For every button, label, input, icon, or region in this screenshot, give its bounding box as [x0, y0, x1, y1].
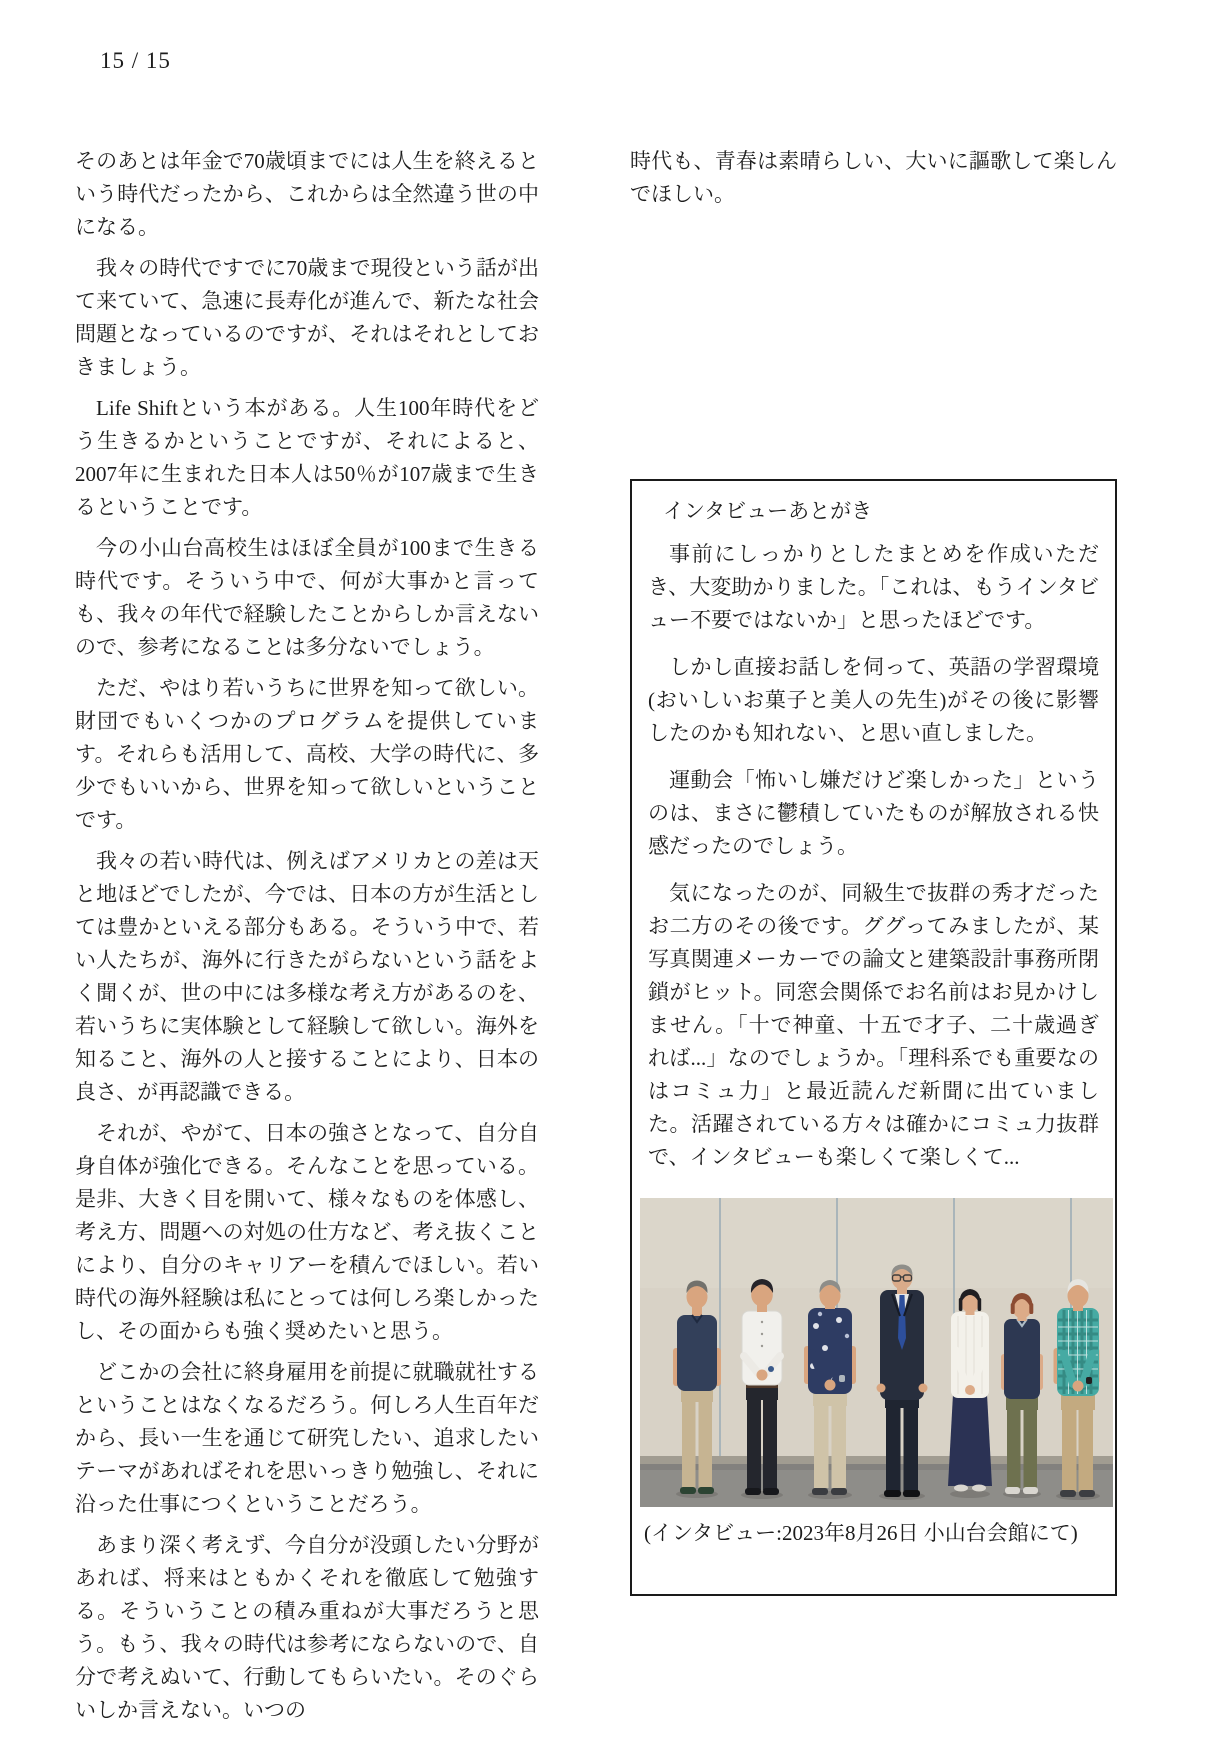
right-column	[630, 145, 1117, 219]
paragraph: 今の小山台高校生はほぼ全員が100まで生きる時代です。そういう中で、何が大事かと言っても、我々の年代で経験したことからしか言えないので、参考になることは多分ないでしょう。	[75, 536, 539, 659]
afterword-paragraph: 事前にしっかりとしたまとめを作成いただき、大変助かりました。「これは、もうインタビュー不要ではないか」と思ったほどです。	[648, 542, 1099, 632]
paragraph: それが、やがて、日本の強さとなって、自分自身自体が強化できる。そんなことを思っている。是非、大きく目を開いて、様々なものを体感し、考え方、問題への対処の仕方など、考え抜くことにより、自分のキャリアーを積んでほしい。若い時代の海外経験は私にとっては何しろ楽しかったし、その面からも強く奨めたいと思う。	[75, 1121, 539, 1343]
afterword-box	[630, 479, 1117, 1596]
paragraph: 我々の若い時代は、例えばアメリカとの差は天と地ほどでしたが、今では、日本の方が生活としては豊かといえる部分もある。そういう中で、若い人たちが、海外に行きたがらないという話をよく聞くが、世の中には多様な考え方があるのを、若いうちに実体験として経験して欲しい。海外を知ること、海外の人と接することにより、日本の良さ、が再認識できる。	[75, 849, 539, 1104]
paragraph: どこかの会社に終身雇用を前提に就職就社するということはなくなるだろう。何しろ人生百年だから、長い一生を通じて研究したい、追求したいテーマがあればそれを思いっきり勉強し、それに沿った仕事につくということだろう。	[75, 1360, 539, 1516]
page-number: 15 / 15	[100, 48, 171, 73]
person-5-white-blouse-woman	[948, 1289, 992, 1498]
paragraph: 我々の時代ですでに70歳まで現役という話が出て来ていて、急速に長寿化が進んで、新たな社会問題となっているのですが、それはそれとしておきましょう。	[75, 256, 539, 379]
paragraph: 時代も、青春は素晴らしい、大いに謳歌して楽しんでほしい。	[630, 149, 1117, 206]
afterword-paragraph: 気になったのが、同級生で抜群の秀才だったお二方のその後です。ググってみましたが、某写真関連メーカーでの論文と建築設計事務所閉鎖がヒット。同窓会関係でお名前はお見かけしません。「十で神童、十五で才子、二十歳過ぎれば...」なのでしょうか。「理科系でも重要なのはコミュ力」と最近読んだ新聞に出ていました。活躍されている方々は確かにコミュ力抜群で、インタビューも楽しくて楽しくて...	[648, 881, 1099, 1169]
paragraph: そのあとは年金で70歳頃までには人生を終えるという時代だったから、これからは全然違う世の中になる。	[75, 149, 539, 239]
afterword-title: インタビューあとがき	[663, 499, 873, 523]
group-photo	[640, 1198, 1113, 1507]
paragraph: あまり深く考えず、今自分が没頭したい分野があれば、将来はともかくそれを徹底して勉強する。そういうことの積み重ねが大事だろうと思う。もう、我々の時代は参考にならないので、自分で考えぬいて、行動してもらいたい。そのぐらいしか言えない。いつの	[75, 1533, 539, 1722]
paragraph: Life Shiftという本がある。人生100年時代をどう生きるかということですが、それによると、2007年に生まれた日本人は50％が107歳まで生きるということです。	[75, 396, 539, 519]
paragraph: ただ、やはり若いうちに世界を知って欲しい。財団でもいくつかのプログラムを提供しています。それらも活用して、高校、大学の時代に、多少でもいいから、世界を知って欲しいということです。	[75, 676, 539, 832]
afterword-paragraph: しかし直接お話しを伺って、英語の学習環境(おいしいお菓子と美人の先生)がその後に影響したのかも知れない、と思い直しました。	[648, 655, 1099, 745]
afterword-paragraph: 運動会「怖いし嫌だけど楽しかった」というのは、まさに鬱積していたものが解放される快感だったのでしょう。	[648, 768, 1099, 858]
left-column	[75, 145, 539, 1735]
photo-caption: (インタビュー:2023年8月26日 小山台会館にて)	[644, 1521, 1078, 1545]
